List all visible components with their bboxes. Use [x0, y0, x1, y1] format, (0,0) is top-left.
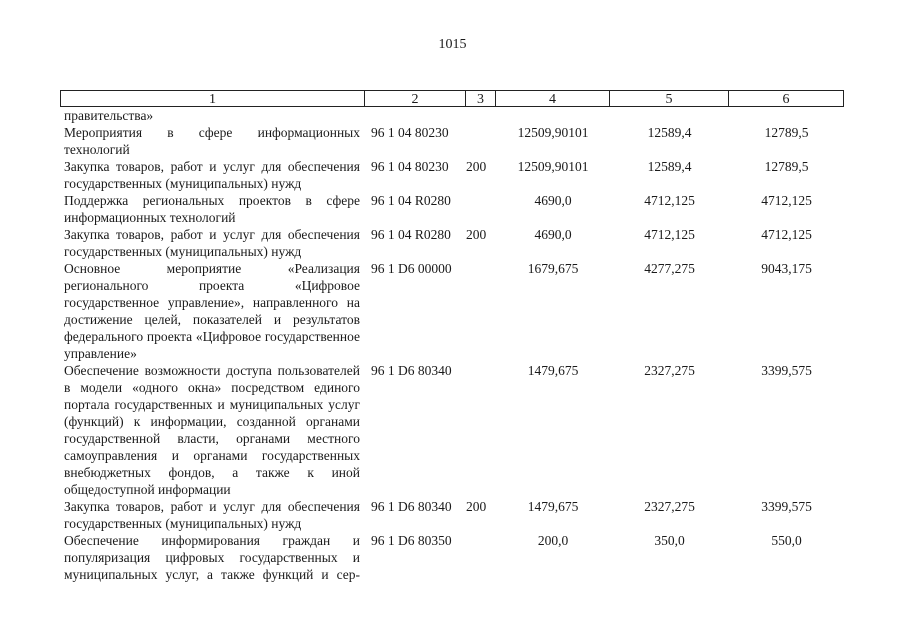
row-name: Поддержка региональных проектов в сфере информационных технологий — [64, 193, 360, 225]
row-code: 96 1 04 R0280 — [371, 227, 451, 242]
column-header-6: 6 — [728, 91, 843, 106]
row-expense-type: 200 — [466, 227, 487, 242]
table-row — [0, 226, 905, 260]
row-code: 96 1 04 80230 — [371, 125, 449, 140]
row-code: 96 1 D6 80340 — [371, 363, 452, 378]
row-value-col4: 200,0 — [537, 533, 569, 548]
row-code: 96 1 D6 00000 — [371, 261, 452, 276]
row-value-col6: 4712,125 — [761, 193, 812, 208]
row-value-col4: 4690,0 — [534, 227, 572, 242]
column-header-2: 2 — [364, 91, 465, 106]
table-row — [0, 498, 905, 532]
row-name: Мероприятия в сфере информационных технологий — [64, 125, 360, 157]
row-code: 96 1 04 80230 — [371, 159, 449, 174]
table-row — [0, 158, 905, 192]
row-value-col6: 550,0 — [771, 533, 802, 548]
row-value-col4: 12509,90101 — [517, 159, 589, 174]
row-name: Закупка товаров, работ и услуг для обеспечения государственных (муниципальных) нужд — [64, 159, 360, 191]
row-value-col5: 12589,4 — [647, 125, 692, 140]
row-name: Обеспечение возможности доступа пользователей в модели «одного окна» посредством единого портала государственных и муниципальных услуг (функций) к информации, созданной органами государственной власти, органами местного самоуправления и органами государственных внебюджетных фондов, а также к иной общедоступной информации — [64, 363, 360, 497]
table-row — [0, 260, 905, 362]
column-header-5: 5 — [609, 91, 728, 106]
row-value-col5: 4712,125 — [644, 193, 695, 208]
row-value-col5: 4277,275 — [644, 261, 695, 276]
row-name: правительства» — [64, 108, 154, 123]
row-expense-type: 200 — [466, 159, 487, 174]
row-expense-type: 200 — [466, 499, 487, 514]
table-row — [0, 107, 905, 124]
column-header-3: 3 — [465, 91, 495, 106]
row-code: 96 1 D6 80340 — [371, 499, 452, 514]
row-name: Основное мероприятие «Реализация регионального проекта «Цифровое государственное управление», направленного на достижение целей, показателей и результатов федерального проекта «Цифровое государственное управление» — [64, 261, 360, 361]
row-value-col6: 3399,575 — [761, 499, 812, 514]
table-row — [0, 532, 905, 583]
row-name: Закупка товаров, работ и услуг для обеспечения государственных (муниципальных) нужд — [64, 227, 360, 259]
row-value-col6: 12789,5 — [764, 125, 809, 140]
row-value-col5: 12589,4 — [647, 159, 692, 174]
table-row — [0, 124, 905, 158]
row-value-col4: 1479,675 — [527, 363, 579, 378]
row-value-col4: 1479,675 — [527, 499, 579, 514]
row-code: 96 1 04 R0280 — [371, 193, 451, 208]
row-value-col4: 1679,675 — [527, 261, 579, 276]
row-value-col6: 12789,5 — [764, 159, 809, 174]
row-value-col6: 3399,575 — [761, 363, 812, 378]
row-code: 96 1 D6 80350 — [371, 533, 452, 548]
page-number: 1015 — [438, 37, 467, 52]
row-name: Обеспечение информирования граждан и популяризация цифровых государственных и муниципальных услуг, а также функций и сер- — [64, 533, 360, 582]
row-value-col5: 2327,275 — [644, 499, 695, 514]
row-value-col6: 9043,175 — [761, 261, 812, 276]
row-value-col5: 350,0 — [654, 533, 685, 548]
table-header — [60, 90, 844, 107]
row-value-col6: 4712,125 — [761, 227, 812, 242]
column-header-4: 4 — [495, 91, 609, 106]
column-header-1: 1 — [209, 92, 216, 107]
table-row — [0, 362, 905, 498]
row-value-col5: 2327,275 — [644, 363, 695, 378]
table-body — [0, 107, 905, 583]
row-value-col4: 4690,0 — [534, 193, 572, 208]
row-name: Закупка товаров, работ и услуг для обеспечения государственных (муниципальных) нужд — [64, 499, 360, 531]
row-value-col4: 12509,90101 — [517, 125, 589, 140]
row-value-col5: 4712,125 — [644, 227, 695, 242]
table-row — [0, 192, 905, 226]
